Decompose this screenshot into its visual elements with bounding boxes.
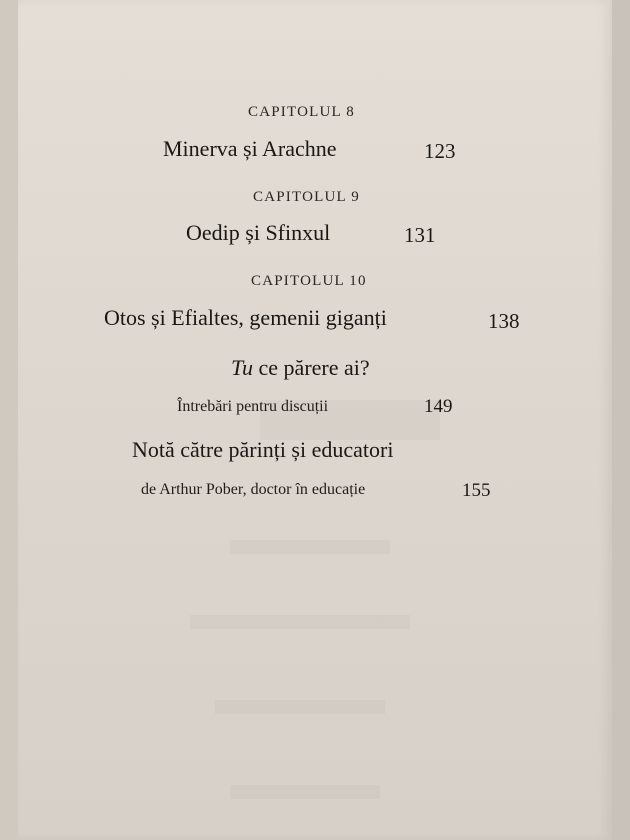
chapter-9-label: CAPITOLUL 9 bbox=[253, 189, 360, 205]
discussion-page: 149 bbox=[424, 396, 453, 417]
chapter-10-title: Otos și Efialtes, gemenii giganți bbox=[104, 305, 387, 330]
note-page: 155 bbox=[462, 480, 491, 501]
discussion-title-italic: Tu bbox=[231, 355, 254, 380]
chapter-10-page: 138 bbox=[488, 309, 520, 333]
chapter-8-label: CAPITOLUL 8 bbox=[248, 104, 355, 120]
chapter-9-page: 131 bbox=[404, 223, 436, 247]
discussion-title bbox=[231, 355, 370, 381]
note-title: Notă către părinți și educatori bbox=[132, 437, 394, 462]
chapter-10-label: CAPITOLUL 10 bbox=[251, 273, 367, 289]
chapter-9-title: Oedip și Sfinxul bbox=[186, 220, 331, 245]
discussion-title-rest: ce părere ai? bbox=[253, 355, 370, 380]
chapter-8-title: Minerva și Arachne bbox=[163, 136, 337, 161]
discussion-subtitle: Întrebări pentru discuții bbox=[177, 398, 329, 415]
chapter-8-page: 123 bbox=[424, 139, 456, 163]
note-subtitle: de Arthur Pober, doctor în educație bbox=[141, 481, 366, 498]
